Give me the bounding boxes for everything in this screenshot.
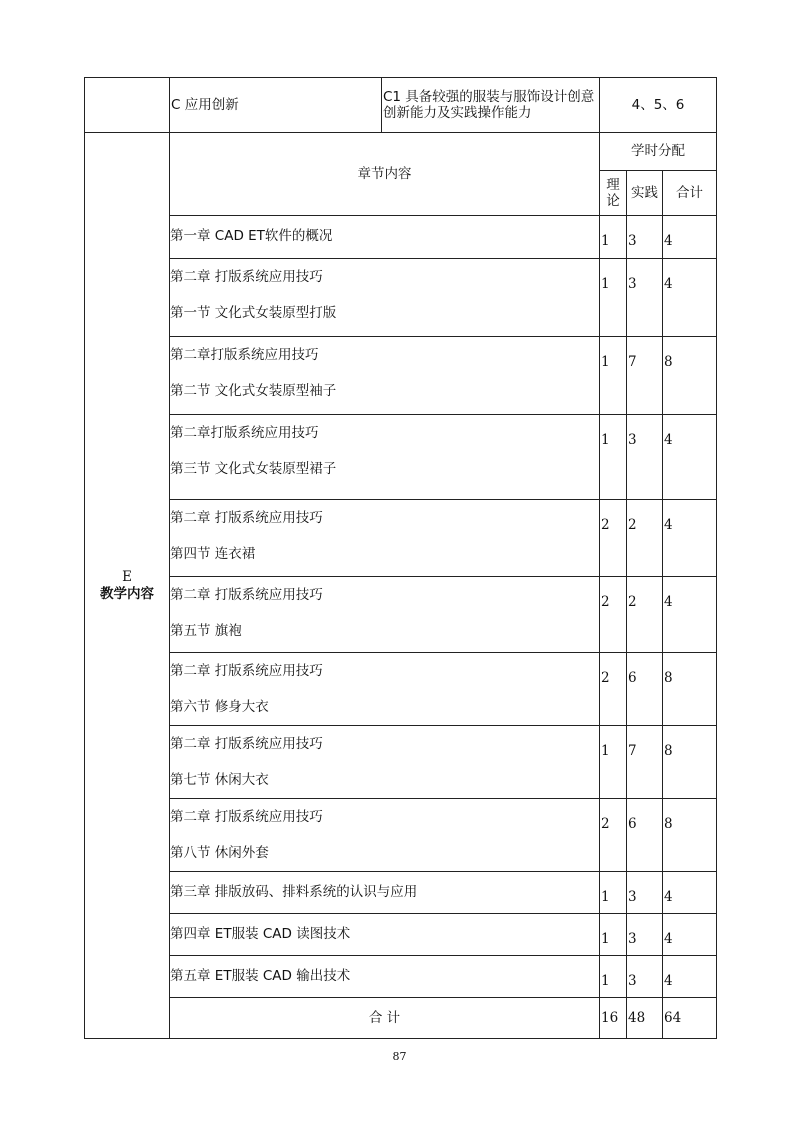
table-row <box>85 653 717 726</box>
chapter-title: 第二章 打版系统应用技巧 <box>170 269 323 285</box>
table-row <box>85 914 717 956</box>
chapter-title: 第四章 ET服装 CAD 读图技术 <box>170 926 351 942</box>
theory-hours-cell: 1 <box>600 914 627 956</box>
requirement-line-1: C1 具备较强的服装与服饰设计创意 <box>383 88 595 105</box>
chapter-title: 第三章 排版放码、排料系统的认识与应用 <box>170 884 418 900</box>
section-title: 第二节 文化式女装原型袖子 <box>170 383 337 399</box>
total-hours-cell: 4 <box>663 577 717 653</box>
theory-header-char-1: 理 <box>606 176 620 193</box>
chapter-title: 第五章 ET服装 CAD 输出技术 <box>170 968 351 984</box>
theory-hours-cell: 2 <box>600 577 627 653</box>
total-header: 合计 <box>663 171 717 216</box>
requirement-line-2: 创新能力及实践操作能力 <box>383 105 532 121</box>
course-content-table <box>84 77 717 1039</box>
summary-theory-cell: 16 <box>600 998 627 1039</box>
chapter-content-cell <box>170 577 600 653</box>
table-row <box>85 500 717 577</box>
practice-header: 实践 <box>627 171 663 216</box>
chapter-content-cell <box>170 914 600 956</box>
section-code: E <box>122 569 132 586</box>
summary-total-cell: 64 <box>663 998 717 1039</box>
total-hours-cell: 8 <box>663 337 717 415</box>
table-row <box>85 726 717 799</box>
practice-hours-cell: 6 <box>627 653 663 726</box>
table-row <box>85 259 717 337</box>
theory-hours-cell: 1 <box>600 216 627 259</box>
summary-label: 合 计 <box>170 998 600 1039</box>
section-title: 第一节 文化式女装原型打版 <box>170 305 337 321</box>
theory-hours-cell: 1 <box>600 337 627 415</box>
practice-hours-cell: 3 <box>627 956 663 998</box>
practice-hours-cell: 3 <box>627 872 663 914</box>
practice-hours-cell: 7 <box>627 726 663 799</box>
chapter-title: 第二章 打版系统应用技巧 <box>170 736 323 752</box>
total-hours-cell: 4 <box>663 956 717 998</box>
chapter-title: 第二章 打版系统应用技巧 <box>170 663 323 679</box>
total-hours-cell: 8 <box>663 653 717 726</box>
section-label: 教学内容 <box>100 585 154 602</box>
total-hours-cell: 8 <box>663 726 717 799</box>
theory-hours-cell: 1 <box>600 872 627 914</box>
section-title: 第六节 修身大衣 <box>170 699 269 715</box>
practice-hours-cell: 3 <box>627 216 663 259</box>
chapter-content-cell <box>170 653 600 726</box>
theory-hours-cell: 1 <box>600 956 627 998</box>
table-row <box>85 577 717 653</box>
practice-hours-cell: 3 <box>627 259 663 337</box>
chapter-title: 第二章 打版系统应用技巧 <box>170 809 323 825</box>
chapter-title: 第一章 CAD ET软件的概况 <box>170 228 333 244</box>
chapter-content-cell <box>170 337 600 415</box>
table-row <box>85 216 717 259</box>
total-hours-cell: 4 <box>663 415 717 500</box>
table-row <box>85 872 717 914</box>
section-title: 第五节 旗袍 <box>170 623 242 639</box>
chapter-content-cell <box>170 259 600 337</box>
chapter-content-header: 章节内容 <box>170 133 600 216</box>
chapter-content-cell <box>170 726 600 799</box>
top-row-blank-cell <box>85 78 170 133</box>
section-title: 第四节 连衣裙 <box>170 546 256 562</box>
chapter-title: 第二章打版系统应用技巧 <box>170 347 319 363</box>
theory-hours-cell: 2 <box>600 500 627 577</box>
theory-hours-cell: 1 <box>600 415 627 500</box>
header-row-1 <box>85 133 717 171</box>
theory-header <box>600 171 627 216</box>
table-row <box>85 337 717 415</box>
requirement-cell <box>382 78 600 133</box>
section-title: 第三节 文化式女装原型裙子 <box>170 461 337 477</box>
top-row <box>85 78 717 133</box>
chapter-content-cell <box>170 216 600 259</box>
chapter-content-cell <box>170 872 600 914</box>
chapter-content-cell <box>170 956 600 998</box>
chapter-title: 第二章打版系统应用技巧 <box>170 425 319 441</box>
practice-hours-cell: 2 <box>627 500 663 577</box>
indicators-cell: 4、5、6 <box>600 78 717 133</box>
total-hours-cell: 4 <box>663 914 717 956</box>
practice-hours-cell: 6 <box>627 799 663 872</box>
total-hours-cell: 4 <box>663 259 717 337</box>
total-hours-cell: 4 <box>663 872 717 914</box>
section-title: 第七节 休闲大衣 <box>170 772 269 788</box>
section-label-cell <box>85 133 170 1039</box>
chapter-content-cell <box>170 415 600 500</box>
category-cell: C 应用创新 <box>170 78 382 133</box>
section-title: 第八节 休闲外套 <box>170 845 269 861</box>
page-number: 87 <box>392 1050 407 1063</box>
practice-hours-cell: 2 <box>627 577 663 653</box>
total-hours-cell: 4 <box>663 500 717 577</box>
practice-hours-cell: 3 <box>627 914 663 956</box>
theory-hours-cell: 1 <box>600 726 627 799</box>
theory-hours-cell: 2 <box>600 653 627 726</box>
theory-hours-cell: 1 <box>600 259 627 337</box>
chapter-content-cell <box>170 500 600 577</box>
summary-practice-cell: 48 <box>627 998 663 1039</box>
practice-hours-cell: 7 <box>627 337 663 415</box>
chapter-title: 第二章 打版系统应用技巧 <box>170 510 323 526</box>
total-hours-cell: 4 <box>663 216 717 259</box>
chapter-title: 第二章 打版系统应用技巧 <box>170 587 323 603</box>
table-row <box>85 799 717 872</box>
chapter-content-cell <box>170 799 600 872</box>
theory-header-char-2: 论 <box>606 193 620 209</box>
table-row <box>85 415 717 500</box>
summary-row <box>85 998 717 1039</box>
theory-hours-cell: 2 <box>600 799 627 872</box>
practice-hours-cell: 3 <box>627 415 663 500</box>
table-row <box>85 956 717 998</box>
total-hours-cell: 8 <box>663 799 717 872</box>
hours-allocation-header: 学时分配 <box>600 133 717 171</box>
